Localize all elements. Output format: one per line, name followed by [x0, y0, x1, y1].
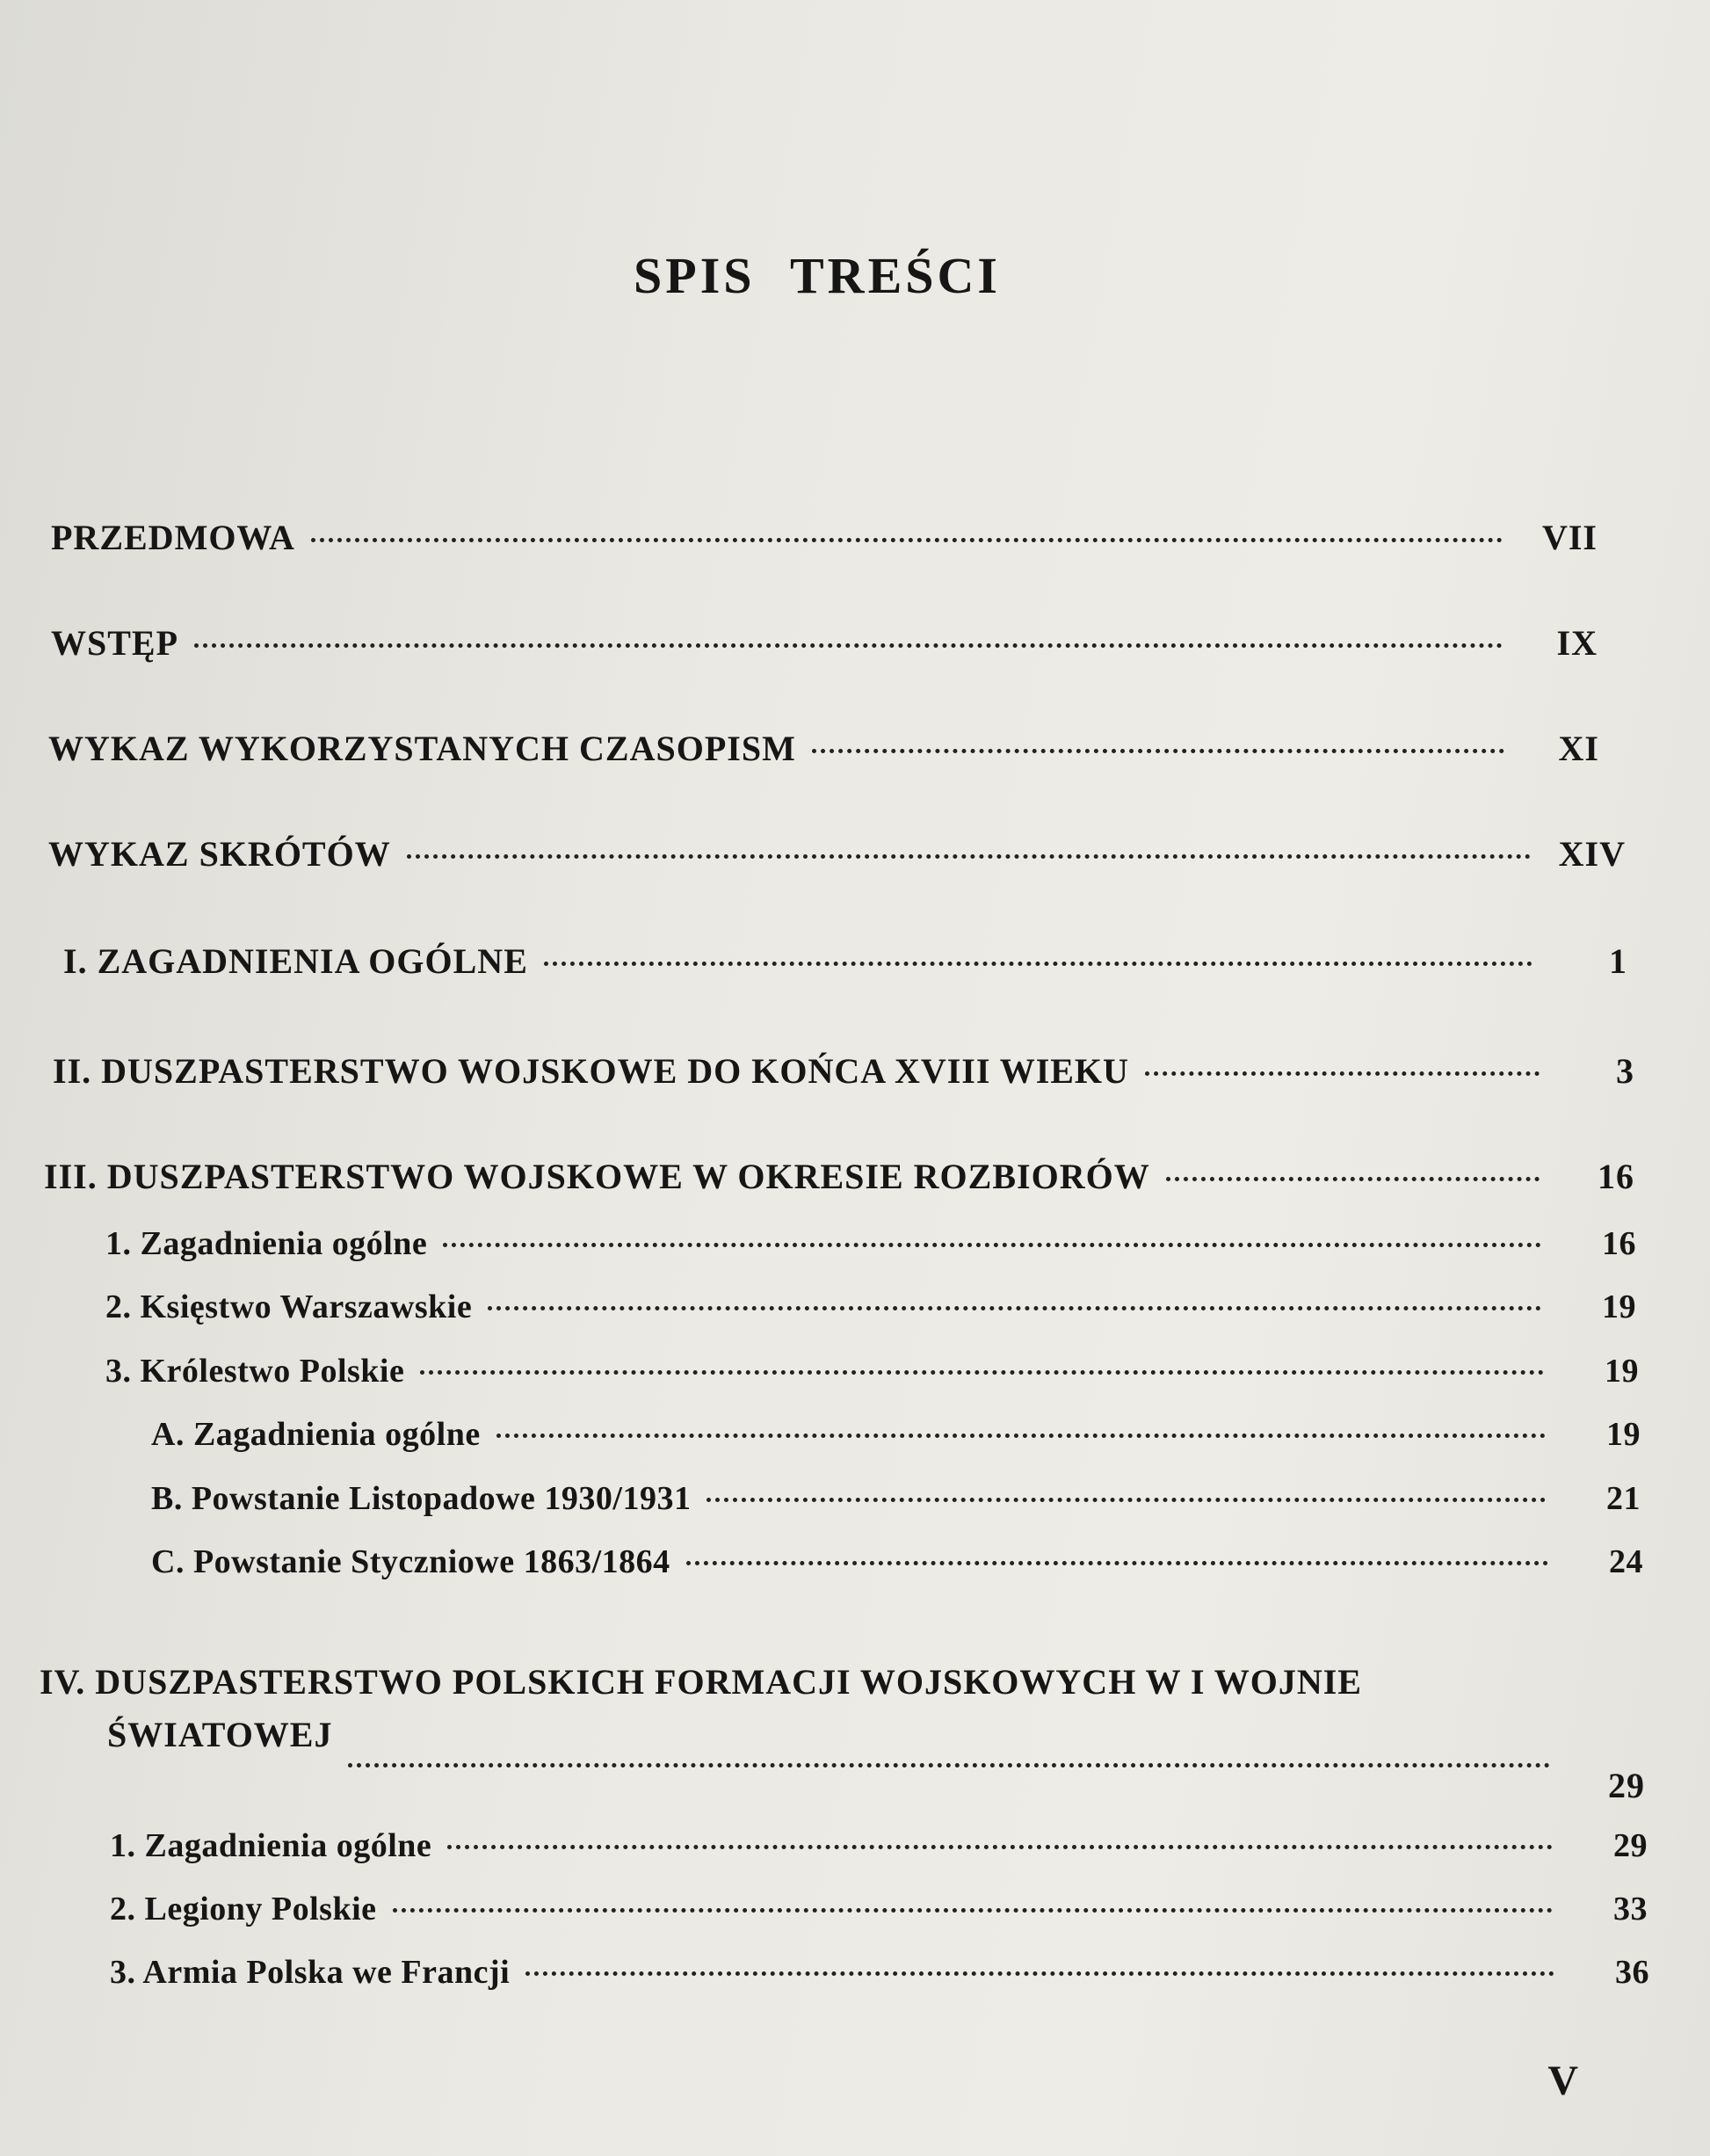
toc-entry-czasopisma [48, 728, 1599, 769]
toc-label: WYKAZ WYKORZYSTANYCH CZASOPISM [48, 729, 796, 768]
toc-label: 2. Księstwo Warszawskie [105, 1289, 473, 1325]
toc-page-number: 16 [1598, 1157, 1634, 1196]
toc-entry-skroty [48, 833, 1626, 875]
toc-entry-chapter-3 [44, 1156, 1634, 1197]
toc-subentry-3-2 [105, 1288, 1636, 1326]
toc-page-number: 29 [1608, 1766, 1645, 1805]
toc-subentry-3-3-b [151, 1479, 1641, 1518]
toc-subentry-3-1 [105, 1224, 1636, 1263]
dot-leader [311, 538, 1503, 542]
toc-label: III. DUSZPASTERSTWO WOJSKOWE W OKRESIE ROZBIORÓW [44, 1157, 1150, 1196]
toc-label: B. Powstanie Listopadowe 1930/1931 [151, 1480, 692, 1517]
toc-page-number: 19 [1606, 1416, 1641, 1453]
dot-leader [496, 1434, 1546, 1438]
dot-leader [544, 962, 1532, 966]
toc-page-number: 24 [1609, 1543, 1643, 1580]
dot-leader [420, 1370, 1544, 1375]
toc-subentry-4-3 [110, 1953, 1649, 1992]
toc-entry-chapter-2 [53, 1050, 1634, 1092]
toc-label: 1. Zagadnienia ogólne [110, 1827, 432, 1864]
toc-page-number: 16 [1602, 1225, 1636, 1262]
toc-subentry-4-1 [110, 1826, 1648, 1865]
toc-entry-przedmowa [51, 517, 1598, 558]
dot-leader [348, 1763, 1550, 1768]
toc-label: IV. DUSZPASTERSTWO POLSKICH FORMACJI WOJSKOWYCH W I WOJNIE [40, 1662, 1362, 1702]
toc-label: WSTĘP [51, 623, 179, 663]
toc-subentry-3-3-c [151, 1543, 1643, 1581]
dot-leader [1166, 1177, 1540, 1181]
dot-leader [812, 749, 1504, 753]
toc-page-number: VII [1541, 518, 1598, 557]
toc-page-number: 21 [1606, 1480, 1641, 1517]
dot-leader [393, 1908, 1553, 1913]
toc-label: 3. Królestwo Polskie [105, 1353, 405, 1390]
toc-subentry-3-3 [105, 1352, 1639, 1390]
toc-label: ŚWIATOWEJ [107, 1715, 333, 1754]
toc-entry-wstep [51, 622, 1598, 664]
page-title: SPIS TREŚCI [634, 247, 1001, 304]
toc-page-number: 33 [1613, 1891, 1648, 1927]
toc-page-number: 19 [1605, 1353, 1639, 1390]
toc-page-number: IX [1556, 623, 1598, 663]
dot-leader [525, 1971, 1554, 1976]
toc-label: A. Zagadnienia ogólne [151, 1416, 481, 1453]
dot-leader [194, 643, 1503, 648]
toc-page-number: XIV [1558, 834, 1626, 874]
toc-page-number: 36 [1615, 1954, 1649, 1991]
toc-entry-chapter-1 [63, 940, 1627, 982]
toc-subentry-4-2 [110, 1890, 1648, 1928]
dot-leader [447, 1845, 1553, 1849]
toc-label: II. DUSZPASTERSTWO WOJSKOWE DO KOŃCA XVIII WIEKU [53, 1051, 1129, 1091]
toc-subentry-3-3-a [151, 1415, 1641, 1454]
dot-leader [1145, 1071, 1540, 1076]
dot-leader [443, 1243, 1541, 1247]
toc-page-number: 1 [1609, 941, 1627, 981]
toc-label: PRZEDMOWA [51, 518, 295, 557]
toc-label: WYKAZ SKRÓTÓW [48, 834, 391, 874]
toc-label: C. Powstanie Styczniowe 1863/1864 [151, 1543, 670, 1580]
toc-page-number: XI [1558, 729, 1599, 768]
toc-entry-chapter-4-line1 [40, 1661, 1525, 1702]
toc-label: I. ZAGADNIENIA OGÓLNE [63, 941, 528, 981]
page-number-folio: V [1547, 2058, 1578, 2104]
dot-leader [706, 1498, 1546, 1502]
toc-label: 1. Zagadnienia ogólne [105, 1225, 428, 1262]
toc-page-number: 19 [1602, 1289, 1636, 1325]
toc-label: 2. Legiony Polskie [110, 1891, 377, 1927]
dot-leader [686, 1561, 1548, 1565]
dot-leader [488, 1306, 1541, 1310]
toc-page-number: 29 [1613, 1827, 1648, 1864]
toc-entry-chapter-4 [107, 1714, 1645, 1805]
toc-label: 3. Armia Polska we Francji [110, 1954, 511, 1991]
dot-leader [407, 854, 1531, 859]
toc-page-number: 3 [1616, 1051, 1634, 1091]
